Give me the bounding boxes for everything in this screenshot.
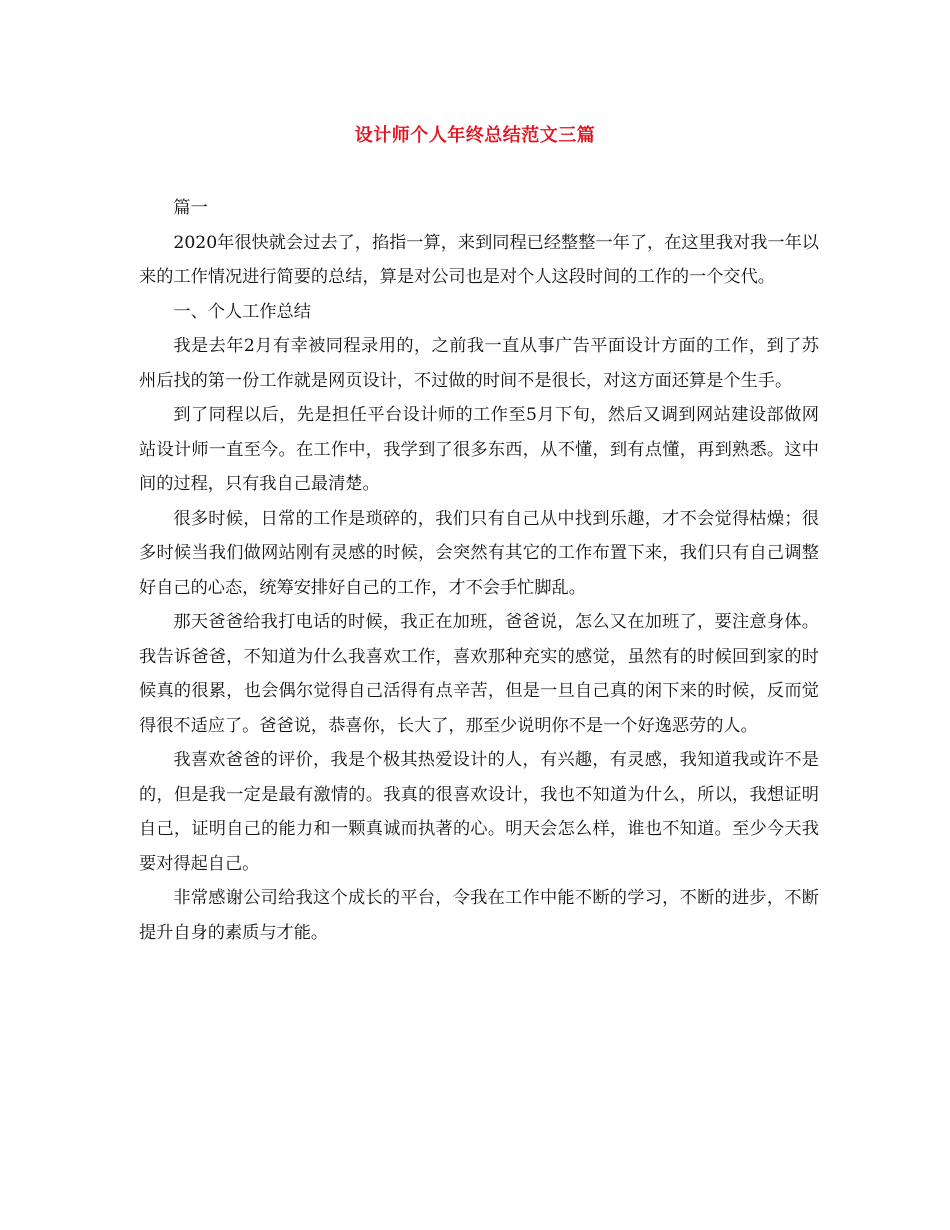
section-heading-part-one: 篇一	[173, 198, 208, 218]
paragraph-roles: 到了同程以后，先是担任平台设计师的工作至5月下旬，然后又调到网站建设部做网站设计师一直至今。在工作中，我学到了很多东西，从不懂，到有点懂，再到熟悉。这中间的过程，只有我自己最清楚。	[139, 405, 819, 494]
paragraph-thanks: 非常感谢公司给我这个成长的平台，令我在工作中能不断的学习，不断的进步，不断提升自身的素质与才能。	[139, 888, 819, 943]
paragraph-background: 我是去年2月有幸被同程录用的，之前我一直从事广告平面设计方面的工作，到了苏州后找的第一份工作就是网页设计，不过做的时间不是很长，对这方面还算是个生手。	[139, 336, 819, 391]
paragraph-passion: 我喜欢爸爸的评价，我是个极其热爱设计的人，有兴趣，有灵感，我知道我或许不是的，但是我一定是最有激情的。我真的很喜欢设计，我也不知道为什么，所以，我想证明自己，证明自己的能力和一颗真诚而执著的心。明天会怎么样，谁也不知道。至少今天我要对得起自己。	[139, 750, 819, 874]
document-title: 设计师个人年终总结范文三篇	[354, 125, 596, 146]
paragraph-intro: 2020年很快就会过去了，掐指一算，来到同程已经整整一年了，在这里我对我一年以来的工作情况进行简要的总结，算是对公司也是对个人这段时间的工作的一个交代。	[139, 232, 819, 287]
document-body	[139, 191, 819, 950]
paragraph-daily-work: 很多时候，日常的工作是琐碎的，我们只有自己从中找到乐趣，才不会觉得枯燥；很多时候当我们做网站刚有灵感的时候，会突然有其它的工作布置下来，我们只有自己调整好自己的心态，统筹安排好自己的工作，才不会手忙脚乱。	[139, 508, 819, 598]
section-heading-personal-summary: 一、个人工作总结	[173, 301, 311, 322]
paragraph-father-call: 那天爸爸给我打电话的时候，我正在加班，爸爸说，怎么又在加班了，要注意身体。我告诉爸爸，不知道为什么我喜欢工作，喜欢那种充实的感觉，虽然有的时候回到家的时候真的很累，也会偶尔觉得自己活得有点辛苦，但是一旦自己真的闲下来的时候，反而觉得很不适应了。爸爸说，恭喜你，长大了，那至少说明你不是一个好逸恶劳的人。	[139, 612, 819, 736]
